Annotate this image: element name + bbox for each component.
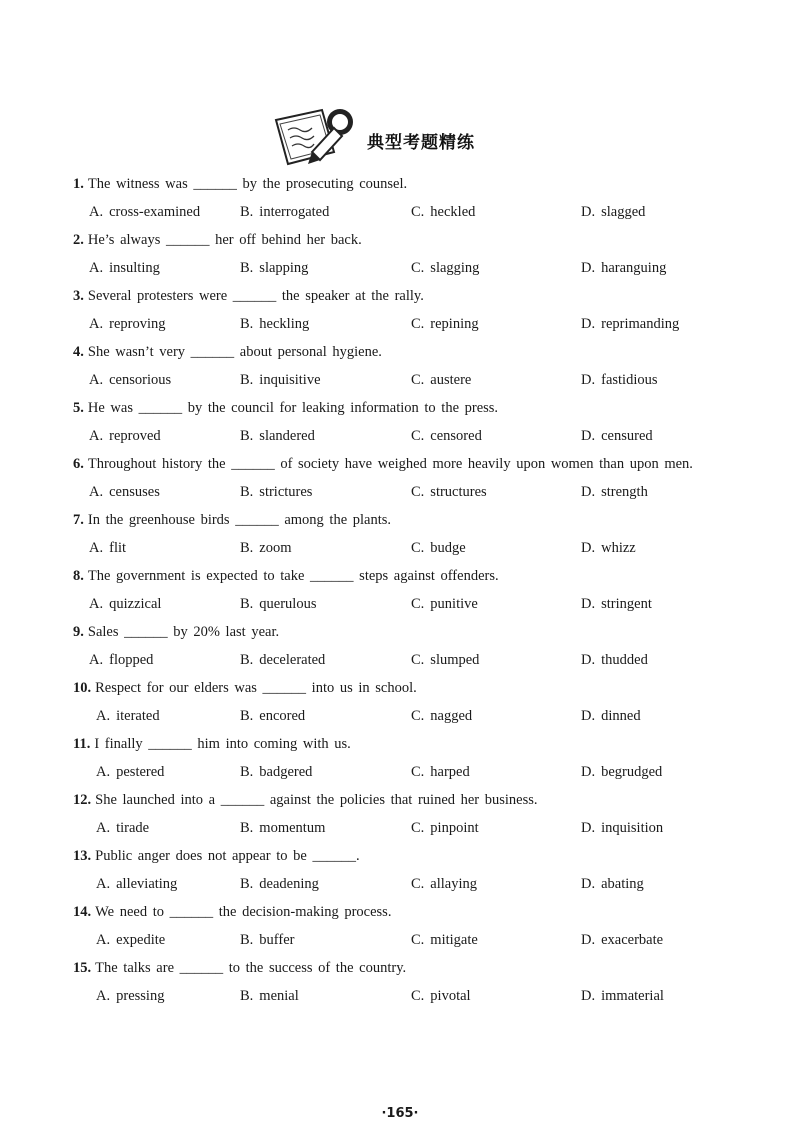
option-d bbox=[581, 820, 663, 837]
option-text: badgered bbox=[259, 764, 313, 780]
question-item bbox=[0, 506, 800, 562]
option-text: quizzical bbox=[109, 596, 162, 612]
question-number: 4. bbox=[73, 344, 84, 360]
option-letter: D. bbox=[581, 708, 596, 724]
question-item bbox=[0, 786, 800, 842]
option-letter: B. bbox=[240, 820, 254, 836]
question-stem bbox=[73, 568, 499, 585]
option-letter: B. bbox=[240, 876, 254, 892]
option-letter: B. bbox=[240, 428, 254, 444]
question-number: 12. bbox=[73, 792, 92, 808]
question-item bbox=[0, 226, 800, 282]
option-letter: A. bbox=[89, 372, 104, 388]
option-c bbox=[411, 876, 477, 893]
option-a bbox=[96, 932, 165, 949]
option-letter: D. bbox=[581, 876, 596, 892]
question-number: 14. bbox=[73, 904, 92, 920]
option-d bbox=[581, 428, 653, 445]
option-letter: B. bbox=[240, 988, 254, 1004]
question-text: She wasn’t very ______ about personal hygiene. bbox=[87, 344, 382, 360]
option-letter: B. bbox=[240, 540, 254, 556]
option-text: pinpoint bbox=[430, 820, 479, 836]
option-letter: D. bbox=[581, 932, 596, 948]
question-text: The witness was ______ by the prosecuting counsel. bbox=[87, 176, 408, 192]
option-text: abating bbox=[601, 876, 644, 892]
option-letter: D. bbox=[581, 204, 596, 220]
option-c bbox=[411, 596, 478, 613]
option-letter: C. bbox=[411, 932, 425, 948]
option-a bbox=[96, 764, 164, 781]
option-d bbox=[581, 372, 658, 389]
option-text: dinned bbox=[601, 708, 641, 724]
question-stem bbox=[73, 288, 424, 305]
option-letter: C. bbox=[411, 652, 425, 668]
option-letter: A. bbox=[96, 764, 111, 780]
option-letter: B. bbox=[240, 372, 254, 388]
option-d bbox=[581, 876, 644, 893]
option-text: nagged bbox=[430, 708, 473, 724]
option-d bbox=[581, 540, 636, 557]
option-letter: A. bbox=[96, 988, 111, 1004]
option-letter: C. bbox=[411, 876, 425, 892]
question-stem bbox=[73, 792, 538, 809]
option-text: decelerated bbox=[259, 652, 326, 668]
option-letter: D. bbox=[581, 428, 596, 444]
option-c bbox=[411, 988, 471, 1005]
option-letter: B. bbox=[240, 260, 254, 276]
question-number: 11. bbox=[73, 736, 91, 752]
option-letter: C. bbox=[411, 428, 425, 444]
option-c bbox=[411, 316, 479, 333]
option-c bbox=[411, 540, 466, 557]
option-c bbox=[411, 428, 482, 445]
question-number: 2. bbox=[73, 232, 84, 248]
question-text: In the greenhouse birds ______ among the plants. bbox=[87, 512, 392, 528]
option-b bbox=[240, 204, 329, 221]
question-text: The government is expected to take ______ steps against offenders. bbox=[87, 568, 499, 584]
question-stem bbox=[73, 736, 351, 753]
option-letter: B. bbox=[240, 484, 254, 500]
pen-and-paper-icon bbox=[272, 106, 358, 172]
question-item bbox=[0, 898, 800, 954]
question-text: Throughout history the ______ of society have weighed more heavily upon women than upon men. bbox=[87, 456, 693, 472]
option-text: censuses bbox=[109, 484, 160, 500]
question-stem bbox=[73, 176, 407, 193]
question-stem bbox=[73, 904, 391, 921]
option-text: tirade bbox=[116, 820, 150, 836]
option-b bbox=[240, 652, 325, 669]
question-stem bbox=[73, 344, 382, 361]
option-d bbox=[581, 988, 664, 1005]
question-item bbox=[0, 954, 800, 1010]
option-a bbox=[89, 652, 153, 669]
option-text: cross-examined bbox=[109, 204, 201, 220]
option-d bbox=[581, 260, 666, 277]
option-c bbox=[411, 932, 478, 949]
option-letter: D. bbox=[581, 540, 596, 556]
option-text: heckling bbox=[259, 316, 310, 332]
option-b bbox=[240, 932, 294, 949]
option-letter: A. bbox=[96, 708, 111, 724]
option-letter: B. bbox=[240, 204, 254, 220]
option-text: thudded bbox=[601, 652, 648, 668]
question-text: The talks are ______ to the success of the country. bbox=[95, 960, 407, 976]
question-number: 3. bbox=[73, 288, 84, 304]
option-b bbox=[240, 988, 299, 1005]
question-stem bbox=[73, 400, 498, 417]
option-a bbox=[96, 708, 160, 725]
question-number: 6. bbox=[73, 456, 84, 472]
section-title: 典型考题精练 bbox=[367, 133, 475, 153]
option-text: deadening bbox=[259, 876, 319, 892]
option-text: inquisitive bbox=[259, 372, 321, 388]
option-letter: A. bbox=[89, 596, 104, 612]
question-list bbox=[0, 170, 800, 1010]
option-letter: D. bbox=[581, 260, 596, 276]
option-letter: A. bbox=[89, 260, 104, 276]
option-text: reprimanding bbox=[601, 316, 680, 332]
option-text: pestered bbox=[116, 764, 165, 780]
option-a bbox=[96, 988, 164, 1005]
option-text: haranguing bbox=[601, 260, 667, 276]
option-a bbox=[96, 820, 149, 837]
option-a bbox=[89, 204, 200, 221]
option-text: budge bbox=[430, 540, 466, 556]
option-text: slagged bbox=[601, 204, 646, 220]
option-letter: A. bbox=[89, 484, 104, 500]
option-letter: C. bbox=[411, 540, 425, 556]
option-c bbox=[411, 260, 479, 277]
question-text: I finally ______ him into coming with us. bbox=[94, 736, 351, 752]
option-text: censured bbox=[601, 428, 653, 444]
option-text: expedite bbox=[116, 932, 166, 948]
option-text: pressing bbox=[116, 988, 165, 1004]
question-stem bbox=[73, 512, 391, 529]
option-a bbox=[89, 540, 126, 557]
option-letter: A. bbox=[96, 932, 111, 948]
option-text: censorious bbox=[109, 372, 172, 388]
option-letter: C. bbox=[411, 764, 425, 780]
question-number: 13. bbox=[73, 848, 92, 864]
option-text: querulous bbox=[259, 596, 317, 612]
option-d bbox=[581, 764, 662, 781]
question-item bbox=[0, 562, 800, 618]
option-c bbox=[411, 708, 472, 725]
question-item bbox=[0, 618, 800, 674]
page-number: ·165· bbox=[381, 1106, 419, 1121]
option-d bbox=[581, 652, 648, 669]
option-letter: A. bbox=[89, 204, 104, 220]
option-letter: A. bbox=[96, 876, 111, 892]
question-item bbox=[0, 282, 800, 338]
option-letter: D. bbox=[581, 484, 596, 500]
option-letter: C. bbox=[411, 204, 425, 220]
option-text: slapping bbox=[259, 260, 309, 276]
option-d bbox=[581, 932, 663, 949]
question-text: Respect for our elders was ______ into us in school. bbox=[95, 680, 417, 696]
option-text: repining bbox=[430, 316, 479, 332]
option-letter: C. bbox=[411, 708, 425, 724]
option-text: strictures bbox=[259, 484, 313, 500]
option-text: begrudged bbox=[601, 764, 663, 780]
option-a bbox=[89, 596, 161, 613]
option-letter: B. bbox=[240, 652, 254, 668]
option-b bbox=[240, 428, 315, 445]
question-number: 9. bbox=[73, 624, 84, 640]
option-text: alleviating bbox=[116, 876, 178, 892]
option-text: slandered bbox=[259, 428, 315, 444]
option-text: flopped bbox=[109, 652, 154, 668]
option-text: flit bbox=[109, 540, 127, 556]
option-text: fastidious bbox=[601, 372, 658, 388]
option-text: whizz bbox=[601, 540, 636, 556]
question-stem bbox=[73, 680, 417, 697]
question-text: She launched into a ______ against the policies that ruined her business. bbox=[95, 792, 538, 808]
option-letter: D. bbox=[581, 372, 596, 388]
option-text: pivotal bbox=[430, 988, 471, 1004]
option-c bbox=[411, 652, 479, 669]
option-d bbox=[581, 708, 641, 725]
question-stem bbox=[73, 848, 360, 865]
option-text: interrogated bbox=[259, 204, 330, 220]
option-text: immaterial bbox=[601, 988, 664, 1004]
question-text: He was ______ by the council for leaking information to the press. bbox=[87, 400, 499, 416]
question-number: 15. bbox=[73, 960, 92, 976]
option-letter: D. bbox=[581, 652, 596, 668]
option-text: structures bbox=[430, 484, 487, 500]
option-letter: C. bbox=[411, 372, 425, 388]
section-header bbox=[0, 106, 800, 176]
option-a bbox=[96, 876, 177, 893]
option-text: reproving bbox=[109, 316, 166, 332]
option-b bbox=[240, 876, 319, 893]
option-text: strength bbox=[601, 484, 648, 500]
question-stem bbox=[73, 232, 362, 249]
question-stem bbox=[73, 624, 279, 641]
option-a bbox=[89, 260, 160, 277]
option-text: iterated bbox=[116, 708, 160, 724]
option-text: insulting bbox=[109, 260, 160, 276]
question-item bbox=[0, 674, 800, 730]
option-letter: A. bbox=[89, 652, 104, 668]
question-number: 1. bbox=[73, 176, 84, 192]
option-b bbox=[240, 540, 292, 557]
question-text: Sales ______ by 20% last year. bbox=[87, 624, 280, 640]
option-d bbox=[581, 316, 679, 333]
option-letter: B. bbox=[240, 932, 254, 948]
option-c bbox=[411, 372, 471, 389]
question-number: 5. bbox=[73, 400, 84, 416]
question-stem bbox=[73, 960, 406, 977]
option-letter: A. bbox=[96, 820, 111, 836]
option-letter: A. bbox=[89, 540, 104, 556]
question-item bbox=[0, 338, 800, 394]
option-text: exacerbate bbox=[601, 932, 664, 948]
question-stem bbox=[73, 456, 693, 473]
question-item bbox=[0, 450, 800, 506]
option-letter: C. bbox=[411, 316, 425, 332]
option-text: slumped bbox=[430, 652, 480, 668]
question-number: 7. bbox=[73, 512, 84, 528]
option-text: buffer bbox=[259, 932, 295, 948]
option-text: censored bbox=[430, 428, 482, 444]
option-letter: B. bbox=[240, 708, 254, 724]
option-letter: D. bbox=[581, 596, 596, 612]
option-b bbox=[240, 596, 316, 613]
option-c bbox=[411, 204, 475, 221]
option-a bbox=[89, 428, 161, 445]
option-letter: C. bbox=[411, 820, 425, 836]
option-text: reproved bbox=[109, 428, 161, 444]
question-item bbox=[0, 842, 800, 898]
option-letter: C. bbox=[411, 484, 425, 500]
option-text: punitive bbox=[430, 596, 478, 612]
option-letter: A. bbox=[89, 316, 104, 332]
option-b bbox=[240, 372, 321, 389]
option-c bbox=[411, 484, 487, 501]
option-text: inquisition bbox=[601, 820, 664, 836]
option-a bbox=[89, 484, 160, 501]
option-text: allaying bbox=[430, 876, 478, 892]
option-d bbox=[581, 596, 652, 613]
option-text: heckled bbox=[430, 204, 476, 220]
option-text: harped bbox=[430, 764, 470, 780]
option-d bbox=[581, 484, 648, 501]
option-c bbox=[411, 764, 470, 781]
option-letter: B. bbox=[240, 316, 254, 332]
question-item bbox=[0, 394, 800, 450]
option-letter: D. bbox=[581, 764, 596, 780]
option-text: stringent bbox=[601, 596, 652, 612]
question-text: He’s always ______ her off behind her back. bbox=[87, 232, 362, 248]
option-b bbox=[240, 260, 308, 277]
option-b bbox=[240, 764, 312, 781]
question-item bbox=[0, 730, 800, 786]
question-item bbox=[0, 170, 800, 226]
option-a bbox=[89, 316, 165, 333]
option-letter: D. bbox=[581, 316, 596, 332]
option-text: zoom bbox=[259, 540, 292, 556]
option-c bbox=[411, 820, 479, 837]
option-text: momentum bbox=[259, 820, 326, 836]
question-text: We need to ______ the decision-making process. bbox=[95, 904, 392, 920]
option-b bbox=[240, 820, 325, 837]
question-number: 8. bbox=[73, 568, 84, 584]
option-letter: C. bbox=[411, 260, 425, 276]
option-letter: C. bbox=[411, 988, 425, 1004]
option-letter: A. bbox=[89, 428, 104, 444]
option-letter: C. bbox=[411, 596, 425, 612]
option-text: menial bbox=[259, 988, 299, 1004]
option-text: encored bbox=[259, 708, 306, 724]
option-text: mitigate bbox=[430, 932, 478, 948]
option-letter: B. bbox=[240, 764, 254, 780]
question-text: Several protesters were ______ the speaker at the rally. bbox=[87, 288, 424, 304]
question-number: 10. bbox=[73, 680, 92, 696]
option-b bbox=[240, 316, 309, 333]
option-a bbox=[89, 372, 171, 389]
option-b bbox=[240, 484, 312, 501]
option-text: austere bbox=[430, 372, 472, 388]
option-letter: D. bbox=[581, 820, 596, 836]
question-text: Public anger does not appear to be ______. bbox=[95, 848, 360, 864]
option-letter: D. bbox=[581, 988, 596, 1004]
option-b bbox=[240, 708, 305, 725]
option-letter: B. bbox=[240, 596, 254, 612]
option-d bbox=[581, 204, 645, 221]
option-text: slagging bbox=[430, 260, 480, 276]
